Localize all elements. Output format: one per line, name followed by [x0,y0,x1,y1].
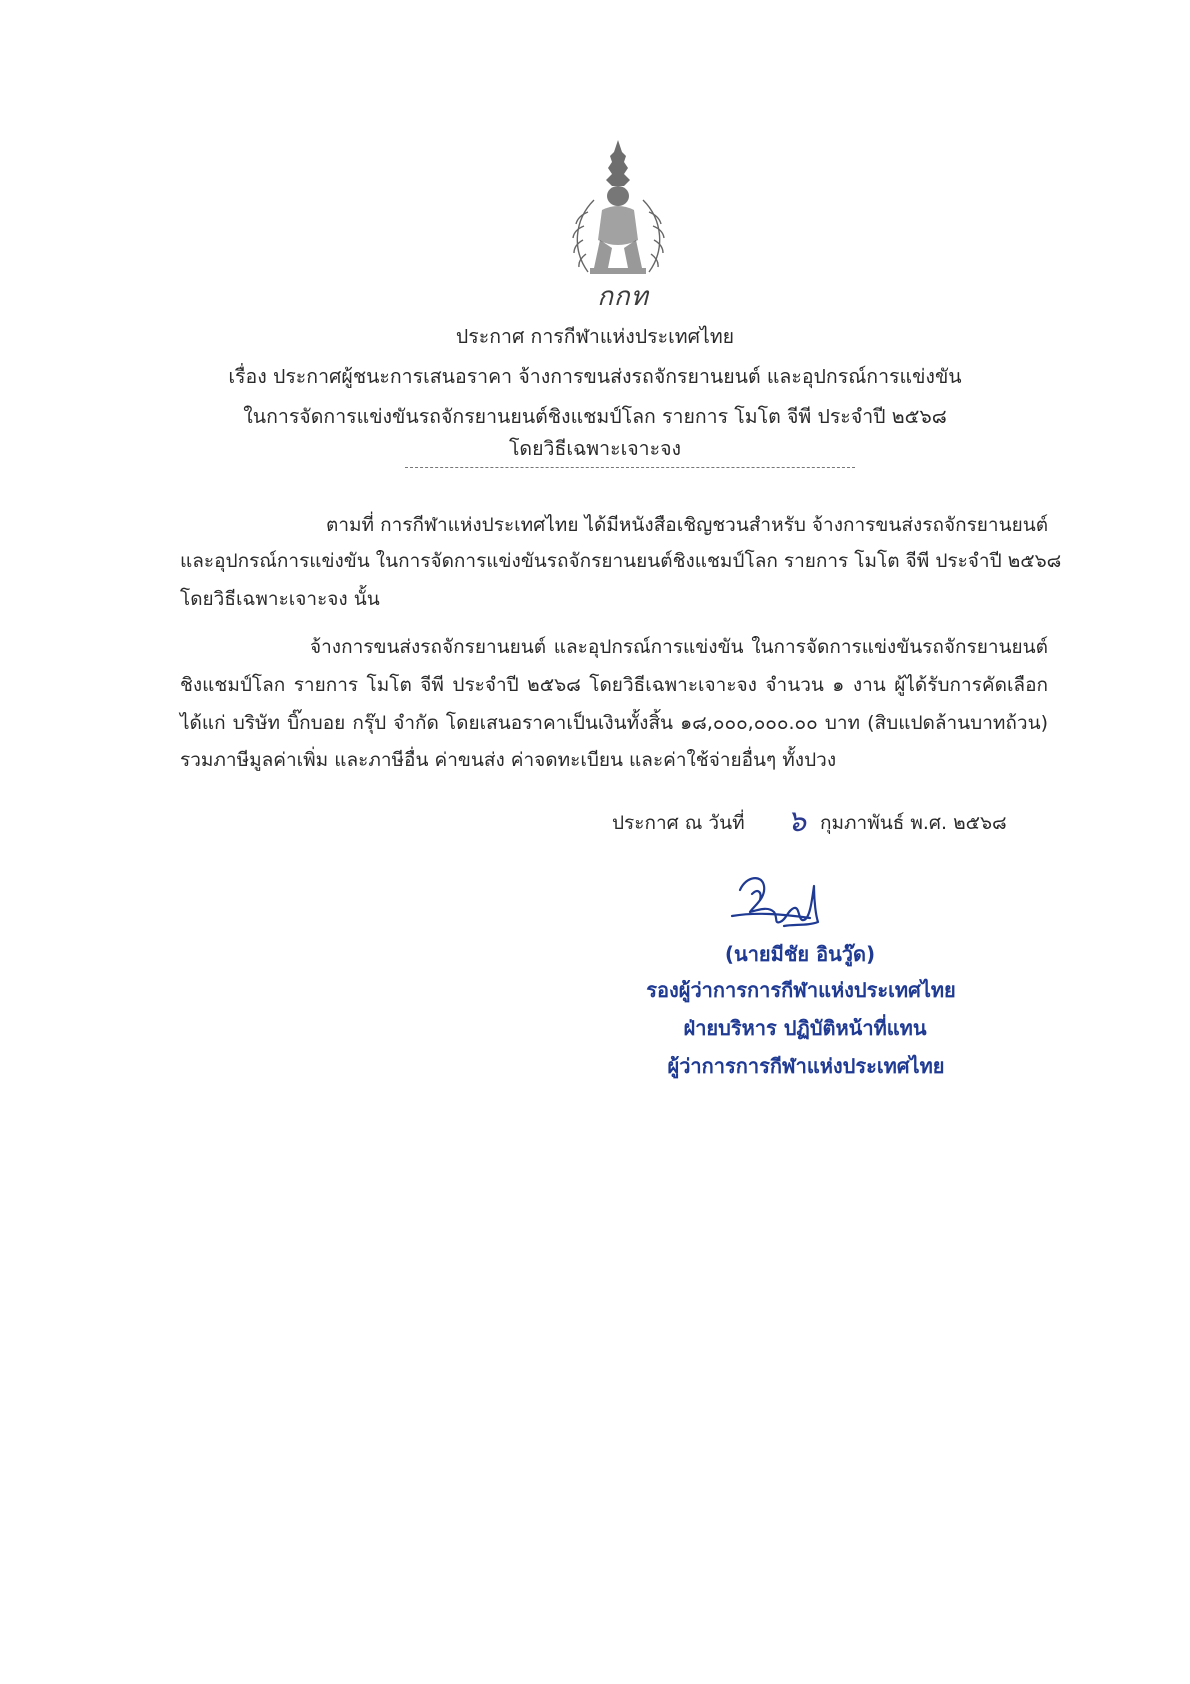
paragraph2-line1: จ้างการขนส่งรถจักรยานยนต์ และอุปกรณ์การแข่งขัน ในการจัดการแข่งขันรถจักรยานยนต์ [310,636,1048,658]
paragraph2-line2: ชิงแชมป์โลก รายการ โมโต จีพี ประจำปี ๒๕๖๘ โดยวิธีเฉพาะเจาะจง จำนวน ๑ งาน ผู้ได้รับการคัดเลือก [180,674,1048,696]
announcement-subject-line3: โดยวิธีเฉพาะเจาะจง [508,437,682,460]
date-month-year: กุมภาพันธ์ พ.ศ. ๒๕๖๘ [820,812,1007,834]
paragraph2-line4: รวมภาษีมูลค่าเพิ่ม และภาษีอื่น ค่าขนส่ง ค่าจดทะเบียน และค่าใช้จ่ายอื่นๆ ทั้งปวง [180,749,837,771]
emblem-lettering: กกท [597,282,649,312]
paragraph1-line1: ตามที่ การกีฬาแห่งประเทศไทย ได้มีหนังสือเชิญชวนสำหรับ จ้างการขนส่งรถจักรยานยนต์ [326,514,1049,536]
paragraph1-line2: และอุปกรณ์การแข่งขัน ในการจัดการแข่งขันรถจักรยานยนต์ชิงแชมป์โลก รายการ โมโต จีพี ประจำปี ๒๕๖๘ [180,550,1062,572]
date-prefix: ประกาศ ณ วันที่ [612,812,745,834]
paragraph2-line3: ได้แก่ บริษัท บิ๊กบอย กรุ๊ป จำกัด โดยเสนอราคาเป็นเงินทั้งสิ้น ๑๘,๐๐๐,๐๐๐.๐๐ บาท (สิบแปดล้านบาทถ้วน) [180,712,1048,734]
signatory-name: (นายมีชัย อินวู๊ด) [724,942,876,966]
signatory-title3: ผู้ว่าการการกีฬาแห่งประเทศไทย [667,1054,945,1078]
announcement-subject-line2: ในการจัดการแข่งขันรถจักรยานยนต์ชิงแชมป์โลก รายการ โมโต จีพี ประจำปี ๒๕๖๘ [243,405,947,428]
signatory-title1: รองผู้ว่าการการกีฬาแห่งประเทศไทย [646,978,956,1002]
announcement-subject: เรื่อง ประกาศผู้ชนะการเสนอราคา จ้างการขนส่งรถจักรยานยนต์ และอุปกรณ์การแข่งขัน [228,365,962,388]
signature-icon [728,872,828,938]
paragraph1-line3: โดยวิธีเฉพาะเจาะจง นั้น [180,588,380,610]
announcement-title: ประกาศ การกีฬาแห่งประเทศไทย [455,325,735,348]
header-divider [405,467,855,468]
date-day-handwritten: ๖ [787,804,807,839]
signatory-title2: ฝ่ายบริหาร ปฏิบัติหน้าที่แทน [683,1016,927,1040]
